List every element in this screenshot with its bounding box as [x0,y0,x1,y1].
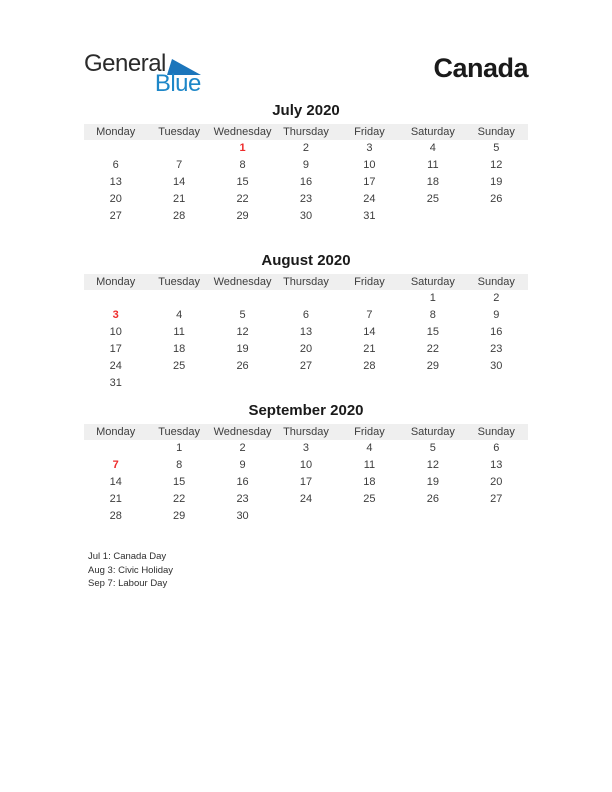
week-row [84,157,528,174]
day-cell [147,290,210,307]
day-cell: 26 [236,360,249,372]
day-cell: 9 [493,309,500,321]
day-cell: 13 [299,326,313,338]
weekday-label: Monday [96,276,136,288]
day-cell: 6 [112,159,119,171]
calendar-months [84,101,528,551]
day-cell [147,375,210,392]
day-cell: 4 [429,142,436,154]
weekday-label: Monday [96,426,136,438]
day-cell [465,208,528,225]
day-cell: 31 [363,210,376,222]
day-cell [338,290,401,307]
day-cell: 2 [493,292,500,304]
day-cell: 20 [299,343,313,355]
day-cell: 21 [109,493,122,505]
holiday-note: Aug 3: Civic Holiday [88,564,174,576]
week-row [84,290,528,307]
day-cell: 23 [236,493,249,505]
general-blue-logo [84,52,201,96]
day-cell: 18 [363,476,376,488]
day-cell: 9 [239,459,246,471]
day-cell: 10 [109,326,122,338]
day-cell: 11 [427,159,439,171]
day-cell: 1 [176,442,183,454]
month-calendar [84,101,528,251]
holiday-note: Sep 7: Labour Day [88,578,168,589]
day-cell: 31 [109,377,122,389]
week-row [84,457,528,474]
week-row [84,375,528,392]
month-title: July 2020 [272,102,340,119]
day-cell: 28 [109,510,122,522]
day-cell: 24 [109,360,122,372]
day-cell: 11 [363,459,376,471]
weekday-label: Tuesday [158,126,201,138]
logo-text-general: General [84,50,166,77]
holiday-legend [88,550,173,591]
weekday-header-row [84,424,528,440]
day-cell: 19 [426,476,439,488]
day-cell: 25 [363,493,376,505]
day-cell: 11 [173,326,185,338]
weekday-label: Thursday [283,126,329,138]
day-cell: 13 [490,459,503,471]
day-cell [274,375,337,392]
day-cell: 17 [109,343,122,355]
day-cell: 14 [363,326,376,338]
week-row [84,307,528,324]
day-cell [211,290,274,307]
day-cell: 14 [173,176,186,188]
weekday-label: Saturday [410,126,455,138]
week-row [84,358,528,375]
day-cell: 23 [490,343,503,355]
day-cell [338,375,401,392]
day-cell: 13 [109,176,122,188]
week-row [84,174,528,191]
holiday-day-cell: 7 [112,459,119,471]
day-cell: 2 [302,142,310,154]
weekday-label: Friday [354,426,385,438]
day-cell: 5 [239,309,246,321]
week-row [84,491,528,508]
week-row [84,208,528,225]
weekday-header-row [84,124,528,140]
weekday-label: Thursday [283,276,329,288]
day-cell: 26 [490,193,503,205]
logo-text-blue: Blue [154,70,201,97]
weekday-header-row [84,274,528,290]
day-cell: 10 [363,159,376,171]
weekday-label: Saturday [410,426,455,438]
day-cell: 30 [299,210,313,222]
day-cell: 20 [490,476,503,488]
day-cell: 15 [426,326,439,338]
day-cell: 3 [302,442,310,454]
day-cell [465,508,528,525]
weekday-label: Sunday [477,126,515,138]
day-cell: 28 [173,210,186,222]
week-row [84,324,528,341]
day-cell: 16 [299,176,313,188]
day-cell [84,290,147,307]
day-cell: 15 [173,476,186,488]
weekday-label: Saturday [410,276,455,288]
day-cell: 27 [299,360,313,372]
day-cell: 26 [426,493,439,505]
day-cell: 22 [173,493,186,505]
day-cell: 1 [429,292,436,304]
day-cell [401,375,464,392]
day-cell [84,140,147,157]
day-cell: 23 [299,193,313,205]
weekday-label: Friday [354,276,385,288]
weekday-label: Friday [354,126,385,138]
holiday-note: Jul 1: Canada Day [88,551,167,562]
day-cell: 24 [299,493,313,505]
day-cell: 6 [302,309,310,321]
day-cell: 8 [429,309,436,321]
day-cell: 29 [173,510,186,522]
day-cell: 16 [490,326,503,338]
day-cell: 18 [426,176,439,188]
day-cell: 21 [363,343,376,355]
day-cell [211,375,274,392]
day-cell: 22 [426,343,439,355]
weekday-label: Monday [96,126,136,138]
day-cell [274,508,337,525]
day-cell: 8 [239,159,246,171]
day-cell: 29 [236,210,249,222]
day-cell: 8 [176,459,183,471]
day-cell: 28 [363,360,376,372]
week-row [84,474,528,491]
day-cell: 4 [366,442,373,454]
day-cell: 6 [493,442,500,454]
day-cell: 16 [236,476,249,488]
holiday-day-cell: 1 [239,142,246,154]
day-cell: 12 [426,459,439,471]
week-row [84,191,528,208]
day-cell: 17 [299,476,313,488]
weekday-label: Sunday [477,426,515,438]
month-title: August 2020 [261,252,351,269]
day-cell: 5 [493,142,500,154]
day-cell: 3 [366,142,373,154]
day-cell: 30 [236,510,249,522]
week-row [84,508,528,525]
day-cell: 21 [173,193,186,205]
weekday-label: Sunday [477,276,515,288]
day-cell: 27 [490,493,503,505]
weekday-label: Wednesday [213,426,272,438]
weekday-label: Thursday [283,426,329,438]
day-cell: 15 [236,176,249,188]
day-cell: 19 [236,343,249,355]
month-calendar [84,401,528,551]
month-title: September 2020 [248,402,364,419]
page-title: Canada [433,53,528,83]
day-cell: 18 [173,343,186,355]
day-cell: 7 [366,309,373,321]
day-cell [338,508,401,525]
holiday-day-cell: 3 [112,309,119,321]
day-cell: 9 [302,159,310,171]
day-cell: 20 [109,193,122,205]
day-cell: 2 [239,442,246,454]
month-calendar [84,251,528,401]
week-row [84,440,528,457]
day-cell: 27 [109,210,122,222]
week-row [84,140,528,157]
weekday-label: Tuesday [158,276,201,288]
day-cell: 10 [299,459,313,471]
day-cell [274,290,337,307]
day-cell: 19 [490,176,503,188]
day-cell [401,208,464,225]
day-cell [84,440,147,457]
day-cell [401,508,464,525]
day-cell: 30 [490,360,503,372]
day-cell: 5 [429,442,436,454]
day-cell: 17 [363,176,376,188]
day-cell: 4 [176,309,183,321]
weekday-label: Wednesday [213,126,272,138]
weekday-label: Tuesday [158,426,201,438]
day-cell: 7 [176,159,183,171]
day-cell: 24 [363,193,376,205]
week-row [84,341,528,358]
day-cell: 25 [173,360,186,372]
weekday-label: Wednesday [213,276,272,288]
day-cell: 12 [490,159,503,171]
day-cell: 22 [236,193,249,205]
day-cell: 12 [236,326,249,338]
day-cell: 29 [426,360,439,372]
day-cell: 14 [109,476,122,488]
day-cell: 25 [426,193,439,205]
day-cell [147,140,210,157]
day-cell [465,375,528,392]
